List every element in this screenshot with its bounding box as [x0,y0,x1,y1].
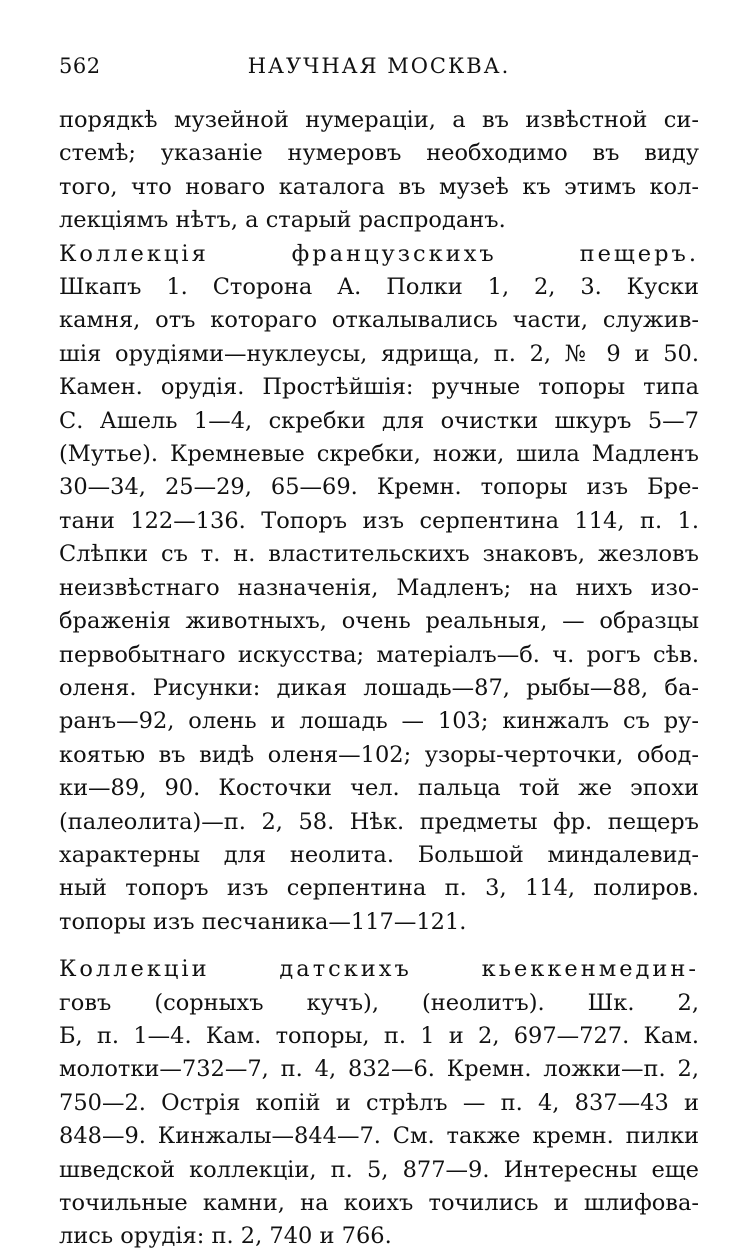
page-number: 562 [59,54,101,78]
text-line: шведской коллекціи, п. 5, 877—9. Интересны еще [59,1156,699,1183]
text-line: лись орудія: п. 2, 740 и 766. [59,1223,392,1250]
text-line: 750—2. Острія копій и стрѣлъ — п. 4, 837—43 и [59,1089,699,1116]
body-text [59,104,699,1254]
text-line: того, что новаго каталога въ музеѣ къ этимъ кол- [59,173,699,200]
text-line: первобытнаго искусства; матеріалъ—б. ч. рогъ сѣв. [59,641,699,668]
running-title: НАУЧНАЯ МОСКВА. [247,54,511,78]
text-line: коятью въ видѣ оленя—102; узоры-черточки, обод- [59,741,699,768]
text-line: С. Ашель 1—4, скребки для очистки шкуръ 5—7 [59,407,699,434]
text-line: точильные камни, на коихъ точились и шлифова- [59,1190,699,1216]
text-line: 30—34, 25—29, 65—69. Кремн. топоры изъ Бре- [59,474,699,501]
text-line: топоры изъ песчаника—117—121. [59,908,467,935]
paragraph-french-caves [59,238,699,940]
text-line: камня, отъ котораго откалывались части, служив- [59,307,699,334]
paragraph-intro-continuation [59,104,699,238]
text-line: Б, п. 1—4. Кам. топоры, п. 1 и 2, 697—727. Кам. [59,1022,699,1049]
text-line: молотки—732—7, п. 4, 832—6. Кремн. ложки—п. 2, [59,1056,699,1083]
text-line: (Мутье). Кремневые скребки, ножи, шила Мадленъ [59,441,699,468]
text-line: тани 122—136. Топоръ изъ серпентина 114, п. 1. [59,507,699,534]
text-line: 848—9. Кинжалы—844—7. См. также кремн. пилки [59,1123,699,1150]
text-line: Шкапъ 1. Сторона А. Полки 1, 2, 3. Куски [59,274,699,301]
text-line: ранъ—92, олень и лошадь — 103; кинжалъ съ ру- [59,708,699,735]
text-line: ный топоръ изъ серпентина п. 3, 114, полиров. [59,875,699,902]
section-heading-line: Коллекціи датскихъ кьеккенмедин- [59,956,699,983]
paragraph-gap [59,939,699,953]
text-line: ки—89, 90. Косточки чел. пальца той же эпохи [59,775,699,802]
section-heading-line: Коллекція французскихъ пещеръ. [59,240,699,267]
text-line: характерны для неолита. Большой миндалевид- [59,841,699,868]
page-header [59,52,699,86]
book-page [59,52,699,1254]
text-line: браженія животныхъ, очень реальныя, — образцы [59,608,699,635]
text-line: порядкѣ музейной нумераціи, а въ извѣстной си- [59,107,699,133]
text-line: Камен. орудія. Простѣйшія: ручные топоры типа [59,374,699,401]
text-line: лекціямъ нѣтъ, а старый распроданъ. [59,207,506,234]
text-line: говъ (сорныхъ кучъ), (неолитъ). Шк. 2, [59,989,699,1016]
text-line: Слѣпки съ т. н. властительскихъ знаковъ, жезловъ [59,541,699,568]
text-line: оленя. Рисунки: дикая лошадь—87, рыбы—88, ба- [59,674,699,701]
text-line: (палеолита)—п. 2, 58. Нѣк. предметы фр. пещеръ [59,808,699,835]
text-line: стемѣ; указаніе нумеровъ необходимо въ виду [59,140,699,167]
paragraph-danish-middens [59,953,699,1254]
text-line: шія орудіями—нуклеусы, ядрища, п. 2, № 9 и 50. [59,340,699,367]
text-line: неизвѣстнаго назначенія, Мадленъ; на нихъ изо- [59,574,699,601]
